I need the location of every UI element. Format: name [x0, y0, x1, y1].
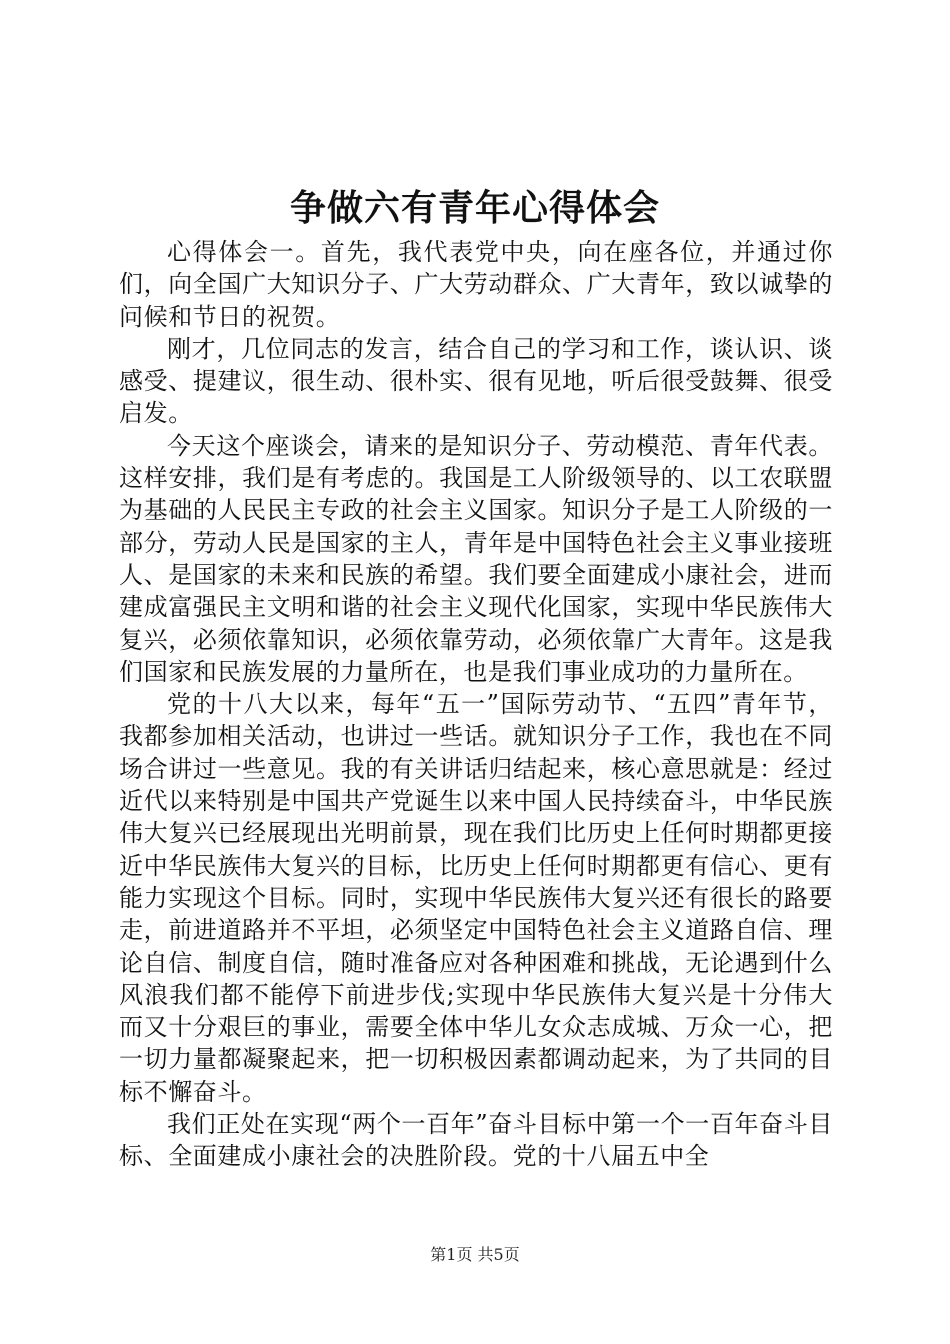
- document-title: 争做六有青年心得体会: [289, 187, 660, 229]
- paragraph: 今天这个座谈会，请来的是知识分子、劳动模范、青年代表。这样安排，我们是有考虑的。我国是工人阶级领导的、以工农联盟为基础的人民民主专政的社会主义国家。知识分子是工人阶级的一部分，劳动人民是国家的主人，青年是中国特色社会主义事业接班人、是国家的未来和民族的希望。我们要全面建成小康社会，进而建成富强民主文明和谐的社会主义现代化国家，实现中华民族伟大复兴，必须依靠知识，必须依靠劳动，必须依靠广大青年。这是我们国家和民族发展的力量所在，也是我们事业成功的力量所在。: [119, 431, 833, 686]
- paragraph: 刚才，几位同志的发言，结合自己的学习和工作，谈认识、谈感受、提建议，很生动、很朴实、很有见地，听后很受鼓舞、很受启发。: [119, 334, 833, 428]
- paragraph: 我们正处在实现“两个一百年”奋斗目标中第一个一百年奋斗目标、全面建成小康社会的决胜阶段。党的十八届五中全: [119, 1110, 833, 1171]
- paragraph: 心得体会一。首先，我代表党中央，向在座各位，并通过你们，向全国广大知识分子、广大劳动群众、广大青年，致以诚挚的问候和节日的祝贺。: [119, 238, 833, 331]
- document-body: [119, 236, 833, 1173]
- paragraph: 党的十八大以来，每年“五一”国际劳动节、“五四”青年节，我都参加相关活动，也讲过一些话。就知识分子工作，我也在不同场合讲过一些意见。我的有关讲话归结起来，核心意思就是：经过近代以来特别是中国共产党诞生以来中国人民持续奋斗，中华民族伟大复兴已经展现出光明前景，现在我们比历史上任何时期都更接近中华民族伟大复兴的目标，比历史上任何时期都更有信心、更有能力实现这个目标。同时，实现中华民族伟大复兴还有很长的路要走，前进道路并不平坦，必须坚定中国特色社会主义道路自信、理论自信、制度自信，随时准备应对各种困难和挑战，无论遇到什么风浪我们都不能停下前进步伐;实现中华民族伟大复兴是十分伟大而又十分艰巨的事业，需要全体中华儿女众志成城、万众一心，把一切力量都凝聚起来，把一切积极因素都调动起来，为了共同的目标不懈奋斗。: [119, 690, 833, 1106]
- page-number-footer: 第1页 共5页: [430, 1245, 520, 1264]
